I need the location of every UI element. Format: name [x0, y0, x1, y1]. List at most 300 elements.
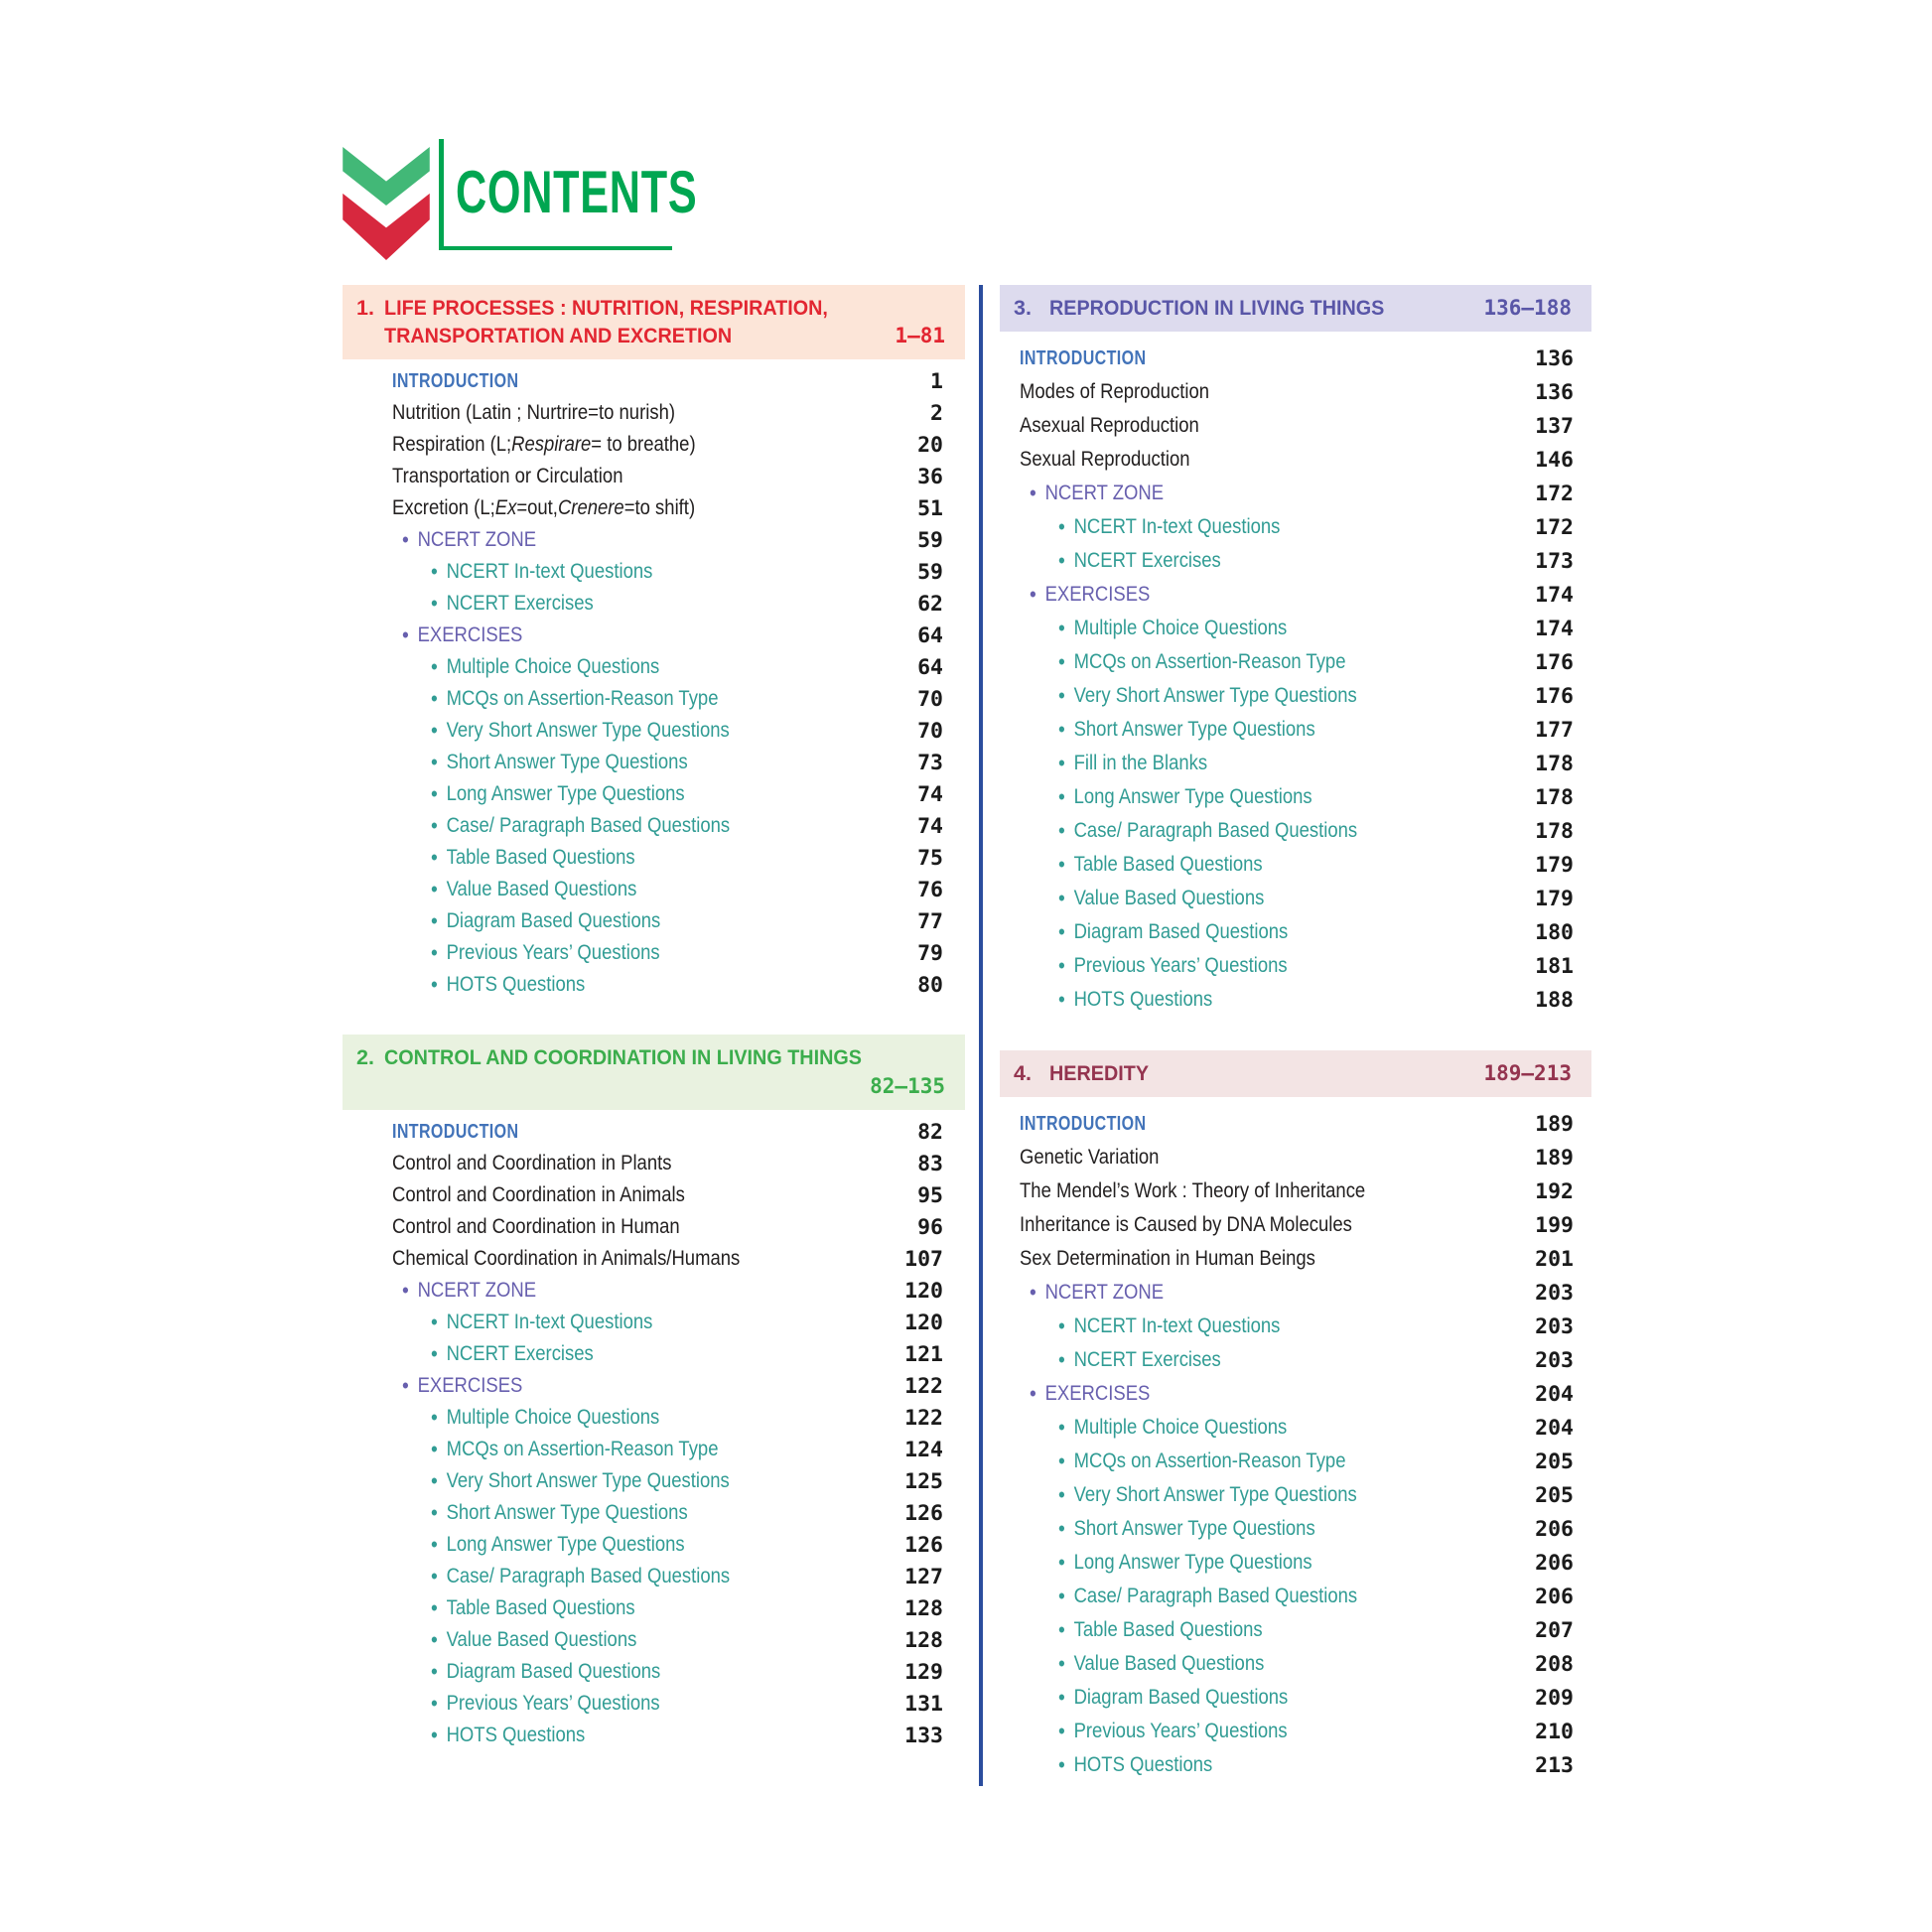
- toc-column-left: [343, 285, 965, 1751]
- bullet-icon: •: [1058, 1482, 1065, 1507]
- toc-row: [1020, 713, 1574, 747]
- toc-item-page: 70: [917, 718, 943, 744]
- toc-item-page: 210: [1535, 1719, 1574, 1744]
- toc-item-page: 83: [917, 1151, 943, 1176]
- chapter-item-list: [343, 1110, 965, 1751]
- contents-title-box: [439, 139, 698, 250]
- toc-item-page: 177: [1535, 717, 1574, 743]
- toc-row: [392, 715, 943, 747]
- toc-item-page: 176: [1535, 649, 1574, 675]
- bullet-icon: •: [1058, 548, 1065, 573]
- toc-item-page: 20: [917, 432, 943, 458]
- bullet-icon: •: [431, 559, 438, 584]
- toc-row: [1020, 1580, 1574, 1613]
- toc-item-page: 188: [1535, 987, 1574, 1013]
- toc-item-page: 203: [1535, 1347, 1574, 1373]
- bullet-icon: •: [1058, 818, 1065, 843]
- toc-row: [1020, 915, 1574, 949]
- toc-row: [1020, 1276, 1574, 1310]
- chapter-item-list: [343, 359, 965, 1001]
- toc-row: [1020, 544, 1574, 578]
- toc-row: [1020, 1310, 1574, 1343]
- toc-row: [1020, 983, 1574, 1017]
- toc-column-right: [1000, 285, 1591, 1782]
- toc-item-label: • EXERCISES: [1030, 582, 1151, 607]
- toc-item-page: 74: [917, 781, 943, 807]
- toc-row: [392, 651, 943, 683]
- bullet-icon: •: [431, 1310, 438, 1334]
- bullet-icon: •: [1058, 751, 1065, 775]
- toc-item-label: • Table Based Questions: [1058, 1617, 1263, 1642]
- toc-item-label: Sex Determination in Human Beings: [1020, 1247, 1315, 1270]
- toc-item-page: 203: [1535, 1280, 1574, 1306]
- toc-item-label: Asexual Reproduction: [1020, 414, 1199, 437]
- toc-item-label: Modes of Reproduction: [1020, 380, 1210, 403]
- toc-row: [392, 747, 943, 778]
- toc-item-page: 192: [1535, 1178, 1574, 1204]
- chapter-page-range: 189–213: [1483, 1061, 1572, 1085]
- toc-item-label: • Previous Years’ Questions: [431, 1691, 660, 1716]
- toc-item-page: 126: [904, 1532, 943, 1558]
- bullet-icon: •: [431, 1659, 438, 1684]
- chapter-title-text: HEREDITY: [1049, 1061, 1150, 1085]
- toc-item-label: • NCERT Exercises: [431, 1341, 594, 1366]
- toc-row: [1020, 1411, 1574, 1445]
- bullet-icon: •: [1058, 953, 1065, 978]
- toc-row: [392, 1465, 943, 1497]
- toc-item-page: 199: [1535, 1212, 1574, 1238]
- bullet-icon: •: [431, 718, 438, 743]
- bullet-icon: •: [431, 1532, 438, 1557]
- toc-item-page: 121: [904, 1341, 943, 1367]
- chapter-title-text: CONTROL AND COORDINATION IN LIVING THINGS: [384, 1045, 862, 1069]
- toc-item-label: • Case/ Paragraph Based Questions: [1058, 818, 1358, 843]
- toc-row: [1020, 1107, 1574, 1141]
- toc-item-page: 204: [1535, 1415, 1574, 1441]
- chapter-number: 4.: [1014, 1061, 1032, 1085]
- toc-item-label: • Long Answer Type Questions: [1058, 784, 1312, 809]
- toc-row: [1020, 1715, 1574, 1748]
- bullet-icon: •: [431, 908, 438, 933]
- toc-item-page: 174: [1535, 616, 1574, 641]
- toc-item-label: • Value Based Questions: [431, 877, 637, 901]
- bullet-icon: •: [431, 1723, 438, 1747]
- toc-item-label: Sexual Reproduction: [1020, 448, 1190, 471]
- toc-item-page: 124: [904, 1437, 943, 1462]
- toc-item-page: 189: [1535, 1145, 1574, 1171]
- toc-item-page: 205: [1535, 1482, 1574, 1508]
- toc-item-page: 73: [917, 750, 943, 775]
- toc-row: [392, 1338, 943, 1370]
- toc-row: [392, 461, 943, 492]
- toc-item-label: INTRODUCTION: [1020, 1112, 1147, 1135]
- bullet-icon: •: [1058, 1550, 1065, 1575]
- toc-item-label: Control and Coordination in Plants: [392, 1152, 672, 1174]
- toc-item-label: • Value Based Questions: [1058, 1651, 1265, 1676]
- bullet-icon: •: [431, 1437, 438, 1461]
- bullet-icon: •: [431, 1627, 438, 1652]
- chapter-title: [1014, 1059, 1158, 1087]
- toc-item-page: 178: [1535, 784, 1574, 810]
- toc-row: [392, 556, 943, 588]
- toc-row: [392, 1561, 943, 1592]
- toc-item-label: • NCERT ZONE: [402, 527, 537, 552]
- bullet-icon: •: [1058, 1516, 1065, 1541]
- toc-item-label: • Case/ Paragraph Based Questions: [1058, 1584, 1358, 1608]
- toc-row: [392, 1624, 943, 1656]
- toc-item-page: 146: [1535, 447, 1574, 473]
- bullet-icon: •: [402, 1373, 409, 1398]
- toc-row: [1020, 443, 1574, 477]
- toc-item-page: 178: [1535, 818, 1574, 844]
- toc-item-label: • Short Answer Type Questions: [431, 750, 688, 774]
- chapter-header: [343, 285, 965, 359]
- toc-row: [392, 905, 943, 937]
- label-segment: =to shift): [623, 496, 696, 519]
- toc-item-label: • MCQs on Assertion-Reason Type: [1058, 649, 1346, 674]
- bullet-icon: •: [1030, 1381, 1036, 1406]
- toc-item-label: Genetic Variation: [1020, 1146, 1160, 1169]
- bullet-icon: •: [1058, 784, 1065, 809]
- toc-item-page: 75: [917, 845, 943, 871]
- label-segment: Respirare: [511, 433, 592, 456]
- toc-item-label: • Table Based Questions: [431, 1595, 635, 1620]
- bullet-icon: •: [1058, 717, 1065, 742]
- bullet-icon: •: [431, 972, 438, 997]
- bullet-icon: •: [1058, 616, 1065, 640]
- bullet-icon: •: [1058, 987, 1065, 1012]
- toc-row: [1020, 1208, 1574, 1242]
- toc-row: [392, 874, 943, 905]
- label-segment: Respiration (L;: [392, 433, 512, 456]
- toc-item-page: 127: [904, 1564, 943, 1589]
- toc-row: [1020, 409, 1574, 443]
- toc-item-label: • Short Answer Type Questions: [1058, 717, 1315, 742]
- chapter-title-text: REPRODUCTION IN LIVING THINGS: [1049, 296, 1385, 320]
- chapter-title: [356, 294, 867, 349]
- bullet-icon: •: [431, 750, 438, 774]
- toc-item-page: 201: [1535, 1246, 1574, 1272]
- bullet-icon: •: [1058, 1313, 1065, 1338]
- toc-item-page: 64: [917, 622, 943, 648]
- toc-row: [1020, 1377, 1574, 1411]
- bullet-icon: •: [431, 1341, 438, 1366]
- book-logo: [343, 139, 698, 260]
- bullet-icon: •: [431, 591, 438, 616]
- toc-item-page: 2: [930, 400, 943, 426]
- toc-row: [392, 1529, 943, 1561]
- label-segment: =out,: [516, 496, 558, 519]
- toc-row: [392, 588, 943, 620]
- toc-item-page: 36: [917, 464, 943, 489]
- toc-row: [1020, 510, 1574, 544]
- toc-item-label: Transportation or Circulation: [392, 465, 623, 487]
- toc-item-label: • NCERT ZONE: [1030, 1280, 1165, 1305]
- toc-item-page: 208: [1535, 1651, 1574, 1677]
- toc-item-page: 176: [1535, 683, 1574, 709]
- bullet-icon: •: [431, 877, 438, 901]
- toc-item-page: 95: [917, 1182, 943, 1208]
- toc-row: [392, 1402, 943, 1434]
- toc-item-page: 125: [904, 1468, 943, 1494]
- chapter-section: [343, 1035, 965, 1751]
- toc-row: [392, 969, 943, 1001]
- bullet-icon: •: [1058, 919, 1065, 944]
- bullet-icon: •: [431, 781, 438, 806]
- toc-row: [392, 1592, 943, 1624]
- chapter-title-text: LIFE PROCESSES : NUTRITION, RESPIRATION, TRANSPORTATION AND EXCRETION: [384, 296, 828, 347]
- toc-item-label: • NCERT In-text Questions: [1058, 514, 1281, 539]
- toc-item-label: • Table Based Questions: [1058, 852, 1263, 877]
- bullet-icon: •: [431, 1564, 438, 1588]
- toc-item-label: • Diagram Based Questions: [1058, 919, 1289, 944]
- toc-item-page: 79: [917, 940, 943, 966]
- label-segment: = to breathe): [591, 433, 696, 456]
- toc-row: [1020, 882, 1574, 915]
- toc-row: [1020, 612, 1574, 645]
- toc-row: [392, 1720, 943, 1751]
- chapter-number: 3.: [1014, 296, 1032, 320]
- bullet-icon: •: [1058, 1584, 1065, 1608]
- toc-item-page: 77: [917, 908, 943, 934]
- toc-row: [1020, 375, 1574, 409]
- toc-row: [1020, 1748, 1574, 1782]
- toc-item-label: • EXERCISES: [1030, 1381, 1151, 1406]
- bullet-icon: •: [431, 1468, 438, 1493]
- toc-item-label: • Very Short Answer Type Questions: [431, 718, 730, 743]
- toc-row: [1020, 1141, 1574, 1174]
- toc-row: [392, 1688, 943, 1720]
- toc-item-label: • EXERCISES: [402, 622, 523, 647]
- toc-item-page: 178: [1535, 751, 1574, 776]
- toc-item-label: • HOTS Questions: [1058, 1752, 1213, 1777]
- toc-row: [1020, 848, 1574, 882]
- chapter-header: [1000, 1050, 1591, 1097]
- toc-item-label: • Long Answer Type Questions: [1058, 1550, 1312, 1575]
- toc-item-page: 206: [1535, 1516, 1574, 1542]
- toc-row: [392, 1656, 943, 1688]
- toc-row: [392, 524, 943, 556]
- toc-item-page: 107: [904, 1246, 943, 1272]
- toc-item-page: 74: [917, 813, 943, 839]
- toc-item-label: Inheritance is Caused by DNA Molecules: [1020, 1213, 1352, 1236]
- toc-item-page: 213: [1535, 1752, 1574, 1778]
- toc-item-page: 51: [917, 495, 943, 521]
- toc-row: [1020, 342, 1574, 375]
- bullet-icon: •: [1058, 1449, 1065, 1473]
- toc-item-page: 122: [904, 1405, 943, 1431]
- toc-item-label: • Diagram Based Questions: [1058, 1685, 1289, 1710]
- toc-item-label: • Multiple Choice Questions: [431, 654, 660, 679]
- toc-item-label: • MCQs on Assertion-Reason Type: [1058, 1449, 1346, 1473]
- toc-row: [392, 842, 943, 874]
- toc-item-page: 207: [1535, 1617, 1574, 1643]
- toc-row: [1020, 1647, 1574, 1681]
- toc-item-label: Control and Coordination in Animals: [392, 1183, 685, 1206]
- chapter-number: 2.: [356, 1045, 374, 1069]
- toc-item-label: • Table Based Questions: [431, 845, 635, 870]
- toc-row: [1020, 645, 1574, 679]
- toc-row: [392, 683, 943, 715]
- bullet-icon: •: [1058, 1752, 1065, 1777]
- toc-row: [392, 1243, 943, 1275]
- toc-row: [1020, 1242, 1574, 1276]
- toc-item-label: • Previous Years’ Questions: [1058, 953, 1288, 978]
- chapter-page-range: 82–135: [870, 1074, 945, 1098]
- toc-item-label: • NCERT In-text Questions: [1058, 1313, 1281, 1338]
- toc-item-label: • Short Answer Type Questions: [1058, 1516, 1315, 1541]
- toc-item-page: 179: [1535, 852, 1574, 878]
- toc-item-page: 204: [1535, 1381, 1574, 1407]
- toc-item-page: 120: [904, 1278, 943, 1304]
- toc-row: [392, 1434, 943, 1465]
- toc-item-label: The Mendel’s Work : Theory of Inheritance: [1020, 1179, 1366, 1202]
- toc-row: [1020, 1478, 1574, 1512]
- toc-item-label: • Multiple Choice Questions: [1058, 616, 1288, 640]
- toc-item-label: • Fill in the Blanks: [1058, 751, 1208, 775]
- chapter-page-range: 1–81: [895, 324, 945, 347]
- toc-item-page: 122: [904, 1373, 943, 1399]
- toc-row: [392, 365, 943, 397]
- toc-item-label: • Previous Years’ Questions: [1058, 1719, 1288, 1743]
- chapter-title: [1014, 294, 1414, 322]
- chapter-section: [343, 285, 965, 1001]
- toc-row: [1020, 1445, 1574, 1478]
- toc-item-label: • Case/ Paragraph Based Questions: [431, 1564, 731, 1588]
- toc-item-page: 136: [1535, 345, 1574, 371]
- toc-row: [392, 1307, 943, 1338]
- bullet-icon: •: [1058, 1415, 1065, 1440]
- toc-item-page: 173: [1535, 548, 1574, 574]
- toc-row: [392, 397, 943, 429]
- double-chevron-logo-icon: [343, 147, 430, 260]
- toc-item-page: 203: [1535, 1313, 1574, 1339]
- toc-item-page: 80: [917, 972, 943, 998]
- toc-row: [392, 620, 943, 651]
- toc-row: [392, 1179, 943, 1211]
- chapter-number: 1.: [356, 296, 374, 320]
- toc-item-label: • Very Short Answer Type Questions: [1058, 1482, 1357, 1507]
- toc-item-label: INTRODUCTION: [1020, 346, 1147, 369]
- bullet-icon: •: [1030, 1280, 1036, 1305]
- label-segment: Excretion (L;: [392, 496, 495, 519]
- bullet-icon: •: [431, 1691, 438, 1716]
- bullet-icon: •: [1058, 1651, 1065, 1676]
- toc-item-page: 181: [1535, 953, 1574, 979]
- toc-row: [392, 1148, 943, 1179]
- toc-item-label: [392, 496, 695, 520]
- toc-item-label: • HOTS Questions: [1058, 987, 1213, 1012]
- toc-item-label: • Multiple Choice Questions: [431, 1405, 660, 1430]
- toc-item-label: • Previous Years’ Questions: [431, 940, 660, 965]
- toc-item-page: 62: [917, 591, 943, 617]
- toc-item-label: INTRODUCTION: [392, 1120, 519, 1143]
- toc-item-label: • NCERT In-text Questions: [431, 1310, 653, 1334]
- toc-item-page: 59: [917, 527, 943, 553]
- label-segment: Ex: [494, 496, 517, 519]
- toc-row: [1020, 1174, 1574, 1208]
- bullet-icon: •: [431, 654, 438, 679]
- toc-item-page: 206: [1535, 1550, 1574, 1576]
- toc-item-page: 70: [917, 686, 943, 712]
- toc-row: [392, 778, 943, 810]
- toc-item-label: [392, 433, 696, 457]
- label-segment: Crenere: [557, 496, 624, 519]
- toc-item-page: 64: [917, 654, 943, 680]
- toc-item-page: 172: [1535, 514, 1574, 540]
- toc-columns: [343, 285, 1591, 1834]
- toc-item-page: 129: [904, 1659, 943, 1685]
- toc-item-page: 96: [917, 1214, 943, 1240]
- bullet-icon: •: [1058, 649, 1065, 674]
- toc-item-page: 128: [904, 1627, 943, 1653]
- bullet-icon: •: [1030, 481, 1036, 505]
- chapter-item-list: [1000, 1097, 1591, 1782]
- toc-item-page: 205: [1535, 1449, 1574, 1474]
- chapter-section: [1000, 285, 1591, 1017]
- toc-row: [392, 1275, 943, 1307]
- bullet-icon: •: [431, 1405, 438, 1430]
- toc-item-page: 136: [1535, 379, 1574, 405]
- toc-item-page: 133: [904, 1723, 943, 1748]
- bullet-icon: •: [1058, 886, 1065, 910]
- chapter-header: [343, 1035, 965, 1110]
- toc-item-page: 179: [1535, 886, 1574, 911]
- toc-row: [392, 429, 943, 461]
- bullet-icon: •: [402, 1278, 409, 1303]
- toc-item-page: 1: [930, 368, 943, 394]
- toc-item-page: 59: [917, 559, 943, 585]
- toc-item-page: 180: [1535, 919, 1574, 945]
- bullet-icon: •: [1058, 683, 1065, 708]
- toc-item-page: 76: [917, 877, 943, 902]
- toc-item-page: 189: [1535, 1111, 1574, 1137]
- toc-item-label: • Short Answer Type Questions: [431, 1500, 688, 1525]
- bullet-icon: •: [1058, 1719, 1065, 1743]
- toc-row: [1020, 949, 1574, 983]
- toc-item-label: • Case/ Paragraph Based Questions: [431, 813, 731, 838]
- toc-item-label: • HOTS Questions: [431, 972, 586, 997]
- toc-row: [392, 1116, 943, 1148]
- toc-item-page: 206: [1535, 1584, 1574, 1609]
- page-title: CONTENTS: [456, 159, 698, 225]
- toc-item-label: • NCERT ZONE: [1030, 481, 1165, 505]
- bullet-icon: •: [431, 1500, 438, 1525]
- toc-row: [1020, 578, 1574, 612]
- toc-item-label: • Very Short Answer Type Questions: [1058, 683, 1357, 708]
- bullet-icon: •: [431, 940, 438, 965]
- toc-item-label: Nutrition (Latin ; Nurtrire=to nurish): [392, 401, 676, 424]
- toc-row: [392, 810, 943, 842]
- toc-item-label: • Value Based Questions: [431, 1627, 637, 1652]
- toc-row: [1020, 1546, 1574, 1580]
- toc-item-label: • Very Short Answer Type Questions: [431, 1468, 730, 1493]
- toc-item-label: INTRODUCTION: [392, 369, 519, 392]
- chapter-title: [356, 1043, 903, 1071]
- toc-item-label: Chemical Coordination in Animals/Humans: [392, 1247, 741, 1270]
- bullet-icon: •: [1030, 582, 1036, 607]
- toc-item-page: 172: [1535, 481, 1574, 506]
- toc-row: [1020, 780, 1574, 814]
- toc-item-page: 120: [904, 1310, 943, 1335]
- toc-row: [392, 937, 943, 969]
- toc-row: [1020, 1512, 1574, 1546]
- chapter-item-list: [1000, 332, 1591, 1017]
- toc-item-label: • EXERCISES: [402, 1373, 523, 1398]
- toc-item-label: • NCERT ZONE: [402, 1278, 537, 1303]
- chapter-section: [1000, 1050, 1591, 1782]
- toc-item-label: • Long Answer Type Questions: [431, 781, 685, 806]
